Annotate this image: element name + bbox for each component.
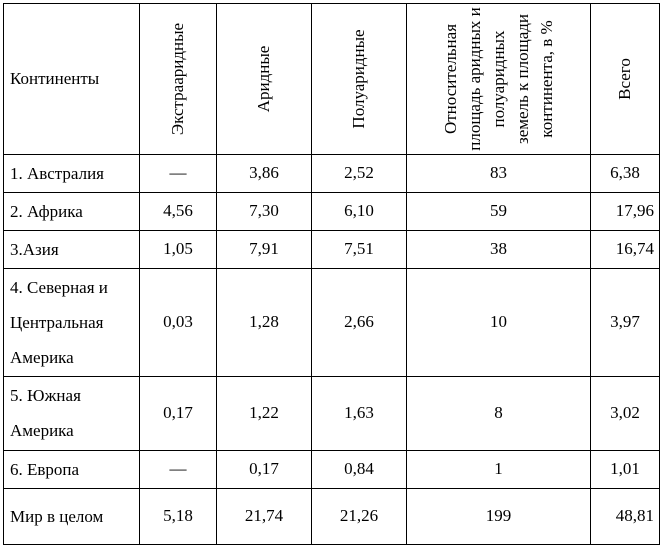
table-row	[4, 230, 660, 268]
relative-area-cell: 1	[407, 450, 591, 488]
table-row	[4, 155, 660, 193]
semi-arid-cell: 7,51	[312, 230, 407, 268]
semi-arid-cell: 0,84	[312, 450, 407, 488]
extra-arid-cell: —	[140, 155, 217, 193]
total-cell: 1,01	[591, 450, 660, 488]
extra-arid-cell: 1,05	[140, 230, 217, 268]
total-cell: 3,97	[591, 268, 660, 377]
header-total: Всего	[615, 58, 634, 100]
table-row	[4, 450, 660, 488]
extra-arid-cell: 5,18	[140, 488, 217, 544]
semi-arid-cell: 21,26	[312, 488, 407, 544]
header-semi-arid-cell	[312, 4, 407, 155]
arid-cell: 21,74	[217, 488, 312, 544]
relative-area-cell: 38	[407, 230, 591, 268]
relative-area-cell: 10	[407, 268, 591, 377]
relative-area-cell: 199	[407, 488, 591, 544]
total-cell: 6,38	[591, 155, 660, 193]
continent-cell: 3.Азия	[4, 230, 140, 268]
arid-cell: 1,22	[217, 377, 312, 451]
table-row	[4, 268, 660, 377]
arid-cell: 1,28	[217, 268, 312, 377]
header-relative-area-cell	[407, 4, 591, 155]
relative-area-cell: 8	[407, 377, 591, 451]
continent-cell: 5. Южная Америка	[4, 377, 140, 451]
semi-arid-cell: 6,10	[312, 192, 407, 230]
relative-area-cell: 59	[407, 192, 591, 230]
arid-cell: 7,91	[217, 230, 312, 268]
header-total-cell	[591, 4, 660, 155]
extra-arid-cell: 0,03	[140, 268, 217, 377]
header-arid-cell	[217, 4, 312, 155]
arid-cell: 0,17	[217, 450, 312, 488]
total-cell: 16,74	[591, 230, 660, 268]
table-row	[4, 377, 660, 451]
table-row	[4, 488, 660, 544]
header-arid: Аридные	[254, 45, 273, 113]
header-row	[4, 4, 660, 155]
total-cell: 48,81	[591, 488, 660, 544]
relative-area-cell: 83	[407, 155, 591, 193]
semi-arid-cell: 2,66	[312, 268, 407, 377]
arid-cell: 3,86	[217, 155, 312, 193]
extra-arid-cell: 0,17	[140, 377, 217, 451]
header-extra-arid-cell	[140, 4, 217, 155]
header-relative-area: Относительная площадь аридных и полуаридных земель к площади континента, в %	[440, 7, 556, 151]
continent-cell: 6. Европа	[4, 450, 140, 488]
extra-arid-cell: 4,56	[140, 192, 217, 230]
header-extra-arid: Экстрааридные	[168, 22, 187, 136]
continent-cell: Мир в целом	[4, 488, 140, 544]
header-semi-arid: Полуаридные	[349, 29, 368, 129]
total-cell: 17,96	[591, 192, 660, 230]
extra-arid-cell: —	[140, 450, 217, 488]
header-continent: Континенты	[4, 4, 140, 155]
table-row	[4, 192, 660, 230]
continent-cell: 4. Северная и Центральная Америка	[4, 268, 140, 377]
arid-lands-table	[3, 3, 660, 545]
semi-arid-cell: 2,52	[312, 155, 407, 193]
arid-cell: 7,30	[217, 192, 312, 230]
continent-cell: 2. Африка	[4, 192, 140, 230]
semi-arid-cell: 1,63	[312, 377, 407, 451]
continent-cell: 1. Австралия	[4, 155, 140, 193]
total-cell: 3,02	[591, 377, 660, 451]
